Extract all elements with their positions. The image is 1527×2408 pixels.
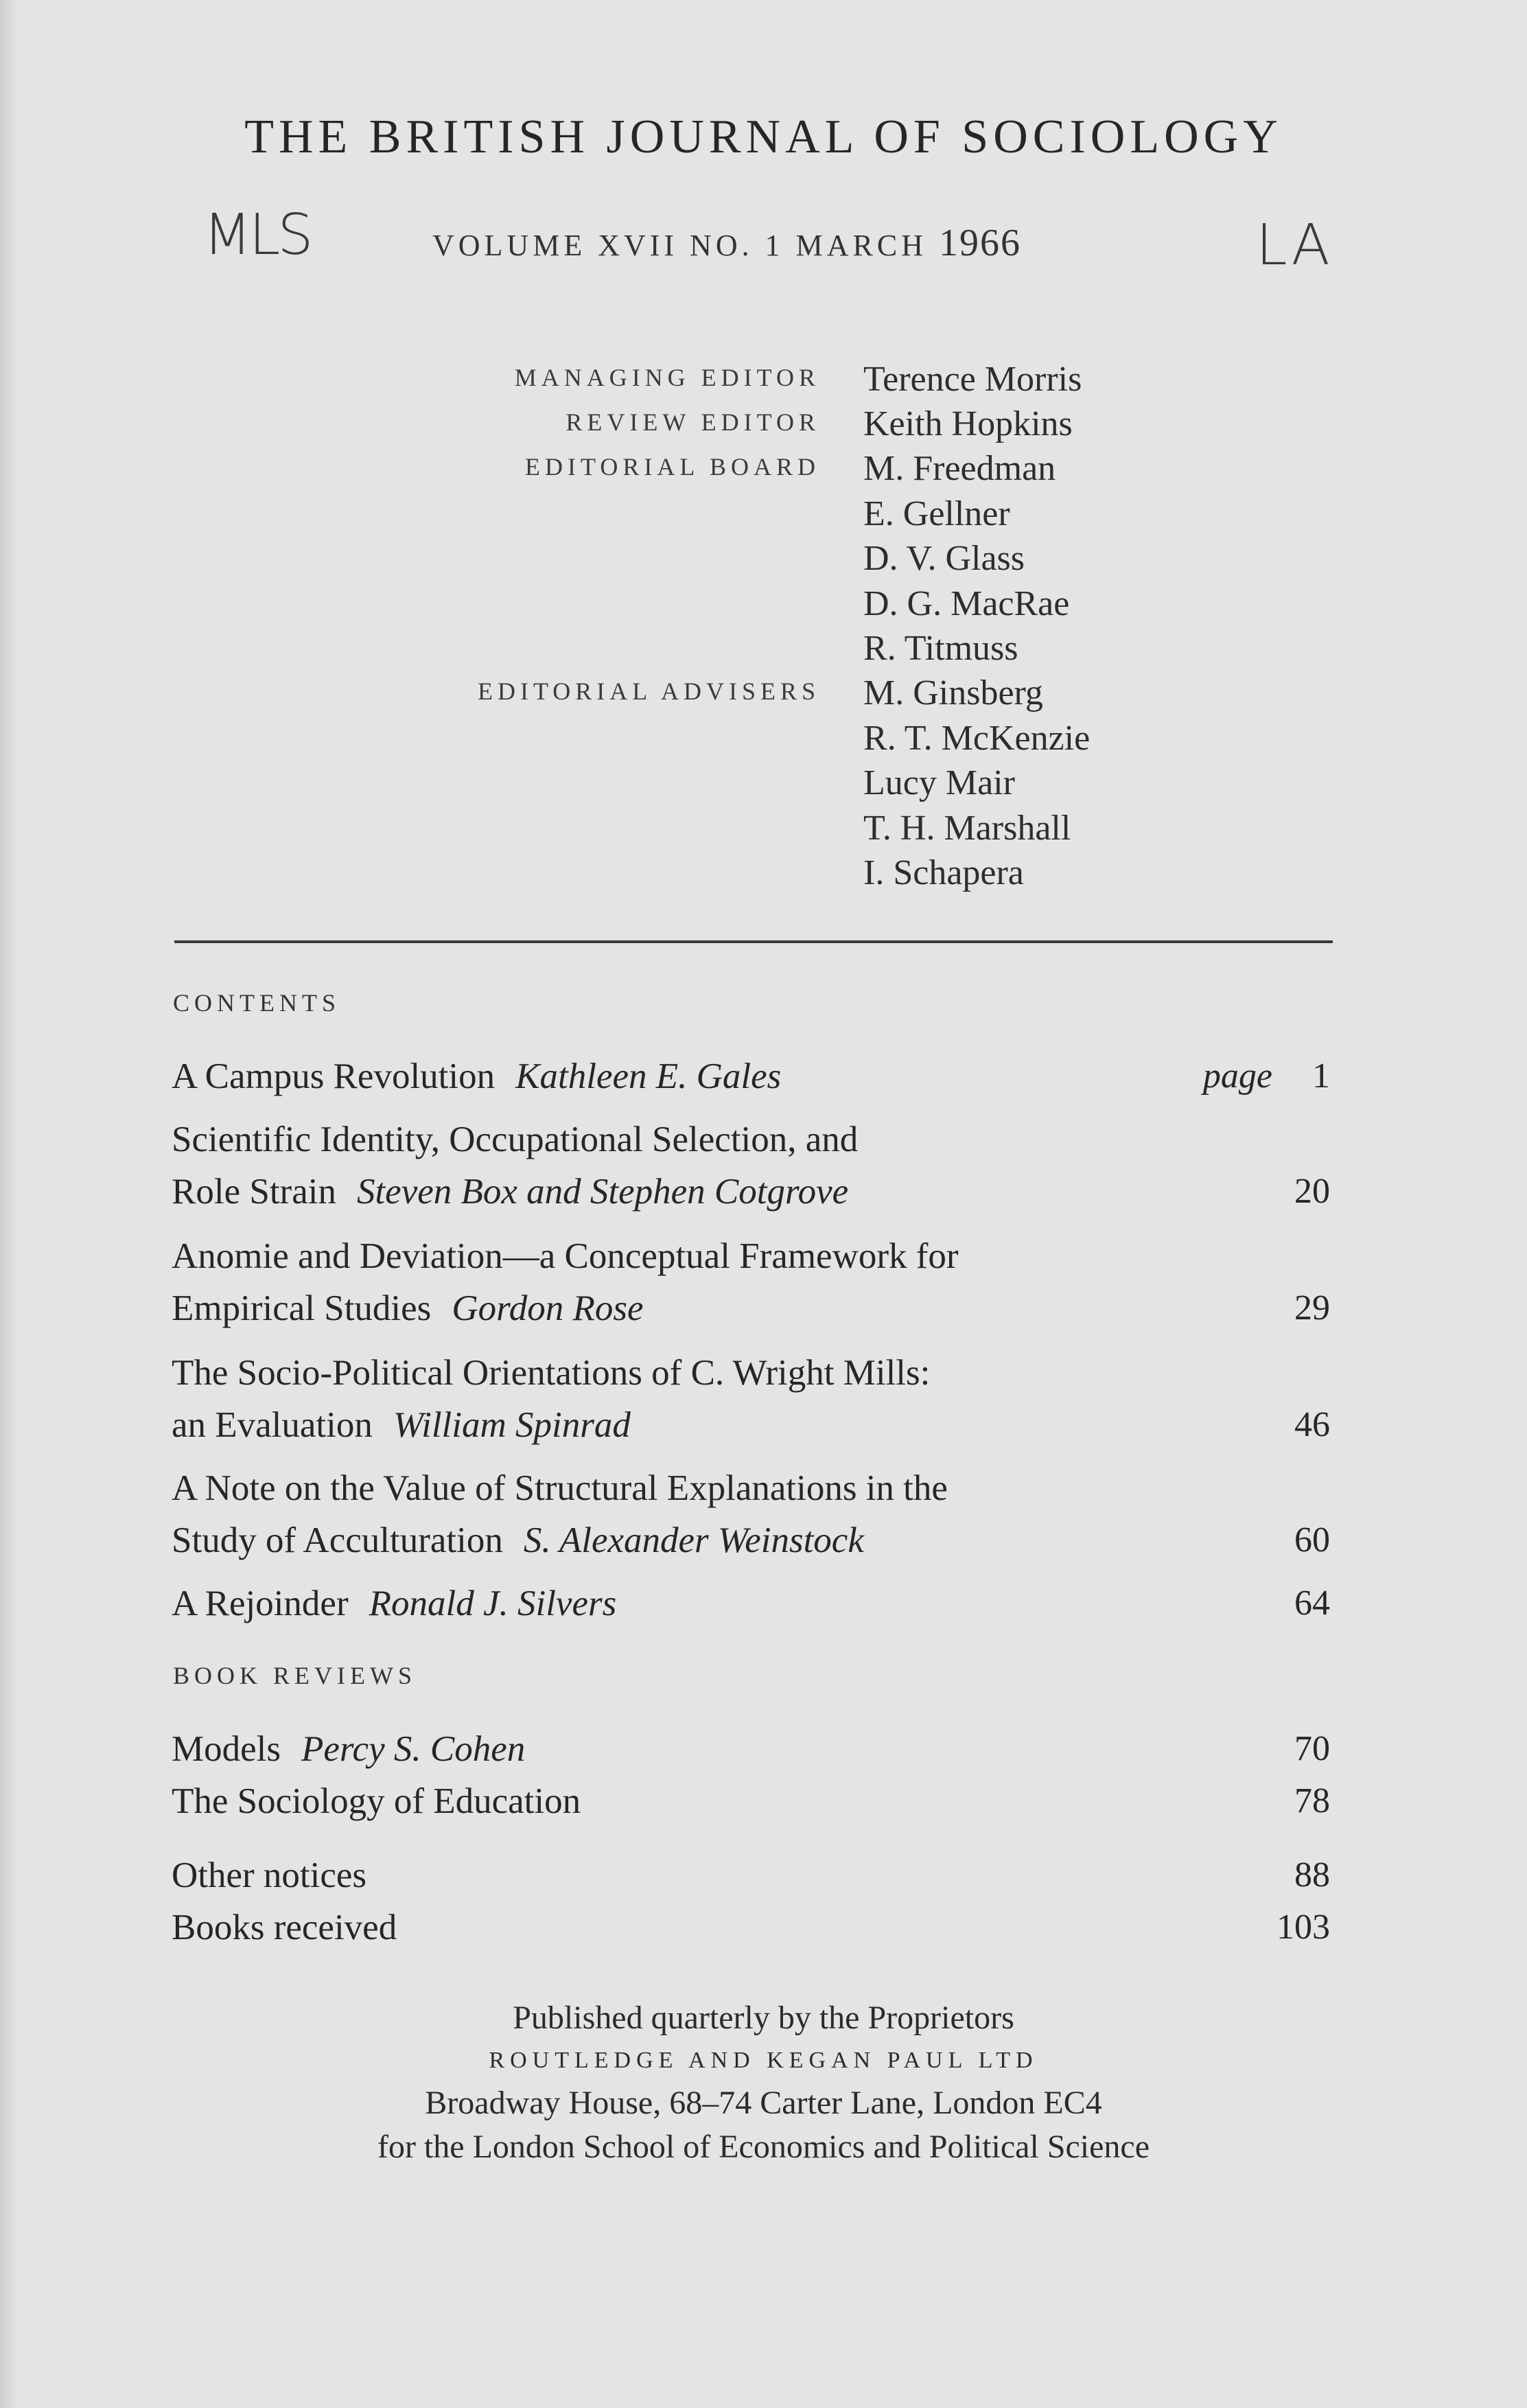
review-author: Percy S. Cohen bbox=[301, 1729, 526, 1769]
article-title: Role Strain bbox=[172, 1172, 336, 1212]
publisher-name: ROUTLEDGE AND KEGAN PAUL LTD bbox=[489, 2048, 1038, 2073]
toc-entry[interactable] bbox=[172, 1050, 1338, 1102]
toc-entry[interactable] bbox=[172, 1113, 1338, 1218]
review-page: 70 bbox=[1294, 1729, 1330, 1768]
editorial-advisers-label: EDITORIAL ADVISERS bbox=[477, 678, 820, 705]
board-member: R. Titmuss bbox=[863, 629, 1018, 668]
article-author: Steven Box and Stephen Cotgrove bbox=[356, 1172, 849, 1212]
adviser: Lucy Mair bbox=[863, 763, 1015, 802]
article-author: S. Alexander Weinstock bbox=[523, 1520, 864, 1560]
board-member: D. V. Glass bbox=[863, 539, 1025, 578]
article-title: an Evaluation bbox=[172, 1405, 373, 1445]
article-author: Gordon Rose bbox=[452, 1288, 644, 1328]
toc-entry[interactable] bbox=[172, 1577, 1338, 1630]
article-title: Anomie and Deviation—a Conceptual Framework for bbox=[172, 1236, 959, 1276]
review-title: Models bbox=[172, 1729, 281, 1769]
editorial-board-label: EDITORIAL BOARD bbox=[525, 453, 820, 481]
adviser: M. Ginsberg bbox=[863, 673, 1043, 713]
board-member: E. Gellner bbox=[863, 494, 1010, 533]
article-page: 60 bbox=[1294, 1520, 1330, 1560]
editorial-advisers-names bbox=[863, 671, 1090, 896]
review-page: 78 bbox=[1294, 1781, 1330, 1820]
imprint-line: for the London School of Economics and Political Science bbox=[377, 2129, 1150, 2165]
adviser: T. H. Marshall bbox=[863, 808, 1071, 848]
imprint-address: Broadway House, 68–74 Carter Lane, London EC4 bbox=[425, 2085, 1102, 2121]
volume-line bbox=[432, 221, 1021, 265]
article-page: 20 bbox=[1294, 1172, 1330, 1211]
review-title: The Sociology of Education bbox=[172, 1781, 581, 1821]
article-author: William Spinrad bbox=[393, 1405, 631, 1445]
toc-entry[interactable] bbox=[172, 1901, 1338, 1954]
handwritten-mark-left: MLS bbox=[203, 202, 311, 268]
article-title: Empirical Studies bbox=[172, 1288, 432, 1328]
article-page: 46 bbox=[1294, 1405, 1330, 1444]
board-member: D. G. MacRae bbox=[863, 583, 1070, 623]
article-title: A Rejoinder bbox=[172, 1584, 349, 1623]
adviser: R. T. McKenzie bbox=[863, 718, 1091, 758]
article-page: 1 bbox=[1312, 1056, 1330, 1096]
managing-editor-label: MANAGING EDITOR bbox=[514, 364, 820, 391]
managing-editor-name: Terence Morris bbox=[863, 360, 1082, 399]
article-page: 29 bbox=[1294, 1288, 1330, 1328]
toc-entry[interactable] bbox=[172, 1723, 1338, 1775]
section-divider bbox=[174, 940, 1333, 943]
toc-entry[interactable] bbox=[172, 1849, 1338, 1901]
toc-entry[interactable] bbox=[172, 1230, 1338, 1334]
review-editor-label: REVIEW EDITOR bbox=[566, 408, 820, 436]
contents-heading: CONTENTS bbox=[173, 989, 340, 1017]
article-title: A Note on the Value of Structural Explanations in the bbox=[172, 1468, 948, 1508]
toc-entry[interactable] bbox=[172, 1462, 1338, 1566]
other-page: 88 bbox=[1294, 1855, 1330, 1895]
article-title: Scientific Identity, Occupational Selection, and bbox=[172, 1120, 859, 1159]
handwritten-mark-right: LA bbox=[1256, 213, 1333, 278]
volume-year: 1966 bbox=[938, 222, 1021, 264]
board-member: M. Freedman bbox=[863, 449, 1056, 488]
article-title: A Campus Revolution bbox=[172, 1056, 496, 1096]
imprint-line: Published quarterly by the Proprietors bbox=[513, 2000, 1014, 2036]
page-label: page bbox=[1202, 1056, 1272, 1096]
journal-title: THE BRITISH JOURNAL OF SOCIOLOGY bbox=[244, 111, 1283, 163]
article-author: Kathleen E. Gales bbox=[515, 1056, 782, 1096]
article-page: 64 bbox=[1294, 1584, 1330, 1623]
other-page: 103 bbox=[1277, 1908, 1330, 1947]
other-title: Other notices bbox=[172, 1855, 367, 1895]
toc-entry[interactable] bbox=[172, 1347, 1338, 1451]
volume-text: VOLUME XVII NO. 1 MARCH bbox=[432, 229, 927, 262]
editorial-board-names bbox=[863, 446, 1069, 671]
other-title: Books received bbox=[172, 1908, 397, 1947]
article-title: The Socio-Political Orientations of C. Wright Mills: bbox=[172, 1353, 931, 1393]
toc-entry[interactable] bbox=[172, 1775, 1338, 1827]
book-reviews-heading: BOOK REVIEWS bbox=[173, 1662, 417, 1689]
publisher-imprint bbox=[0, 1996, 1527, 2169]
article-author: Ronald J. Silvers bbox=[369, 1584, 617, 1623]
review-editor-name: Keith Hopkins bbox=[863, 404, 1073, 443]
article-title: Study of Acculturation bbox=[172, 1520, 503, 1560]
adviser: I. Schapera bbox=[863, 853, 1024, 892]
